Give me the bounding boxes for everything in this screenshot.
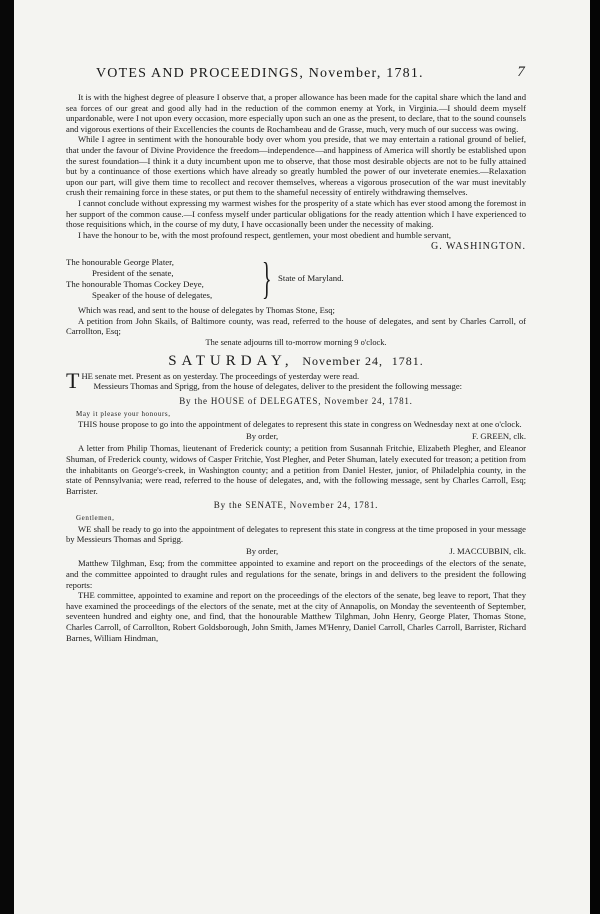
by-order-label: By order, [246, 430, 279, 441]
letter-paragraph: I have the honour to be, with the most profound respect, gentlemen, your most obedient and humble servant, [78, 229, 452, 240]
petition-paragraph: A letter from Philip Thomas, lieutenant of Frederick county; a petition from Susannah Fritchie, Elizabeth Plegher, and Eleanor Shuman, of Frederick county, widows of Casper Fritchie, Yost Plegher, and Peter Shuman, lately executed for treason; a petition from the inhabitants on George's-creek, in Washington county; and a petition from Daniel Hester, junior, of Philadelphia county, in the state of Pennsylvania; were read, referred to the house of delegates, and, with the following message, sent by Charles Carroll, Esq; Barrister. [66, 443, 526, 496]
running-header [96, 66, 526, 82]
document-body [66, 92, 526, 643]
committee-report: THE committee, appointed to examine and report on the proceedings of the electors of the senate, beg leave to report, That they have examined the proceedings of the electors of the senate, met at the city of Annapolis, on Monday the seventeenth of September, seventeen hundred and eighty one, and find, that the honourable Matthew Tilghman, John Henry, George Plater, Thomas Stone, Charles Carroll, of Carrollton, Robert Goldsborough, John Smith, James M'Henry, Daniel Carroll, Charles Carroll, Barrister, Richard Barnes, William Hindman, [66, 590, 526, 643]
letter-paragraph: While I agree in sentiment with the honourable body over whom you preside, that we may entertain a rational ground of belief, that under the favour of Divine Providence the freedom—independence—and happiness of America will shortly be established upon the surest foundation—I think it a duty incumbent upon me to observe, that those most desirable objects are not to be fully attained but by a continuance of those exertions which have already so greatly humbled the power of our inveterate enemies.—Relaxation upon our part, will give them time to recollect and recover themselves, whereas a vigorous prosecution of the war must inevitably crush their remaining force in these states, or put them to the shameful necessity of entirely withdrawing themselves. [66, 134, 526, 198]
signature: G. WASHINGTON. [430, 241, 526, 253]
letter-paragraph: I cannot conclude without expressing my warmest wishes for the prosperity of a state which has ever stood among the foremost in her support of the common cause.—I confess myself under particular obligations for the ready attention which I have experienced to those requisitions which, in the course of my duty, I have occasionally been under the necessity of making. [66, 197, 526, 230]
scan-edge-left [0, 0, 14, 914]
day-heading-day: SATURDAY, [168, 353, 294, 370]
messengers-line: Messieurs Thomas and Sprigg, from the house of delegates, deliver to the president the following message: [93, 381, 463, 392]
brace-glyph: } [262, 253, 272, 303]
day-heading [66, 353, 526, 370]
address-state: State of Maryland. [278, 272, 344, 283]
address-line: President of the senate, [92, 267, 174, 278]
address-block [66, 253, 526, 303]
scan-edge-right [590, 0, 600, 914]
message-salutation: Gentlemen, [76, 514, 115, 522]
by-order-line [66, 546, 526, 557]
adjournment: The senate adjourns till to-morrow morning 9 o'clock. [205, 337, 387, 347]
message-heading: By the SENATE, November 24, 1781. [213, 500, 379, 511]
message-body: WE shall be ready to go into the appointment of delegates to represent this state in congress at the time proposed in your message by Messieurs Thomas and Sprigg. [66, 523, 526, 545]
by-order-line [66, 431, 526, 442]
clerk-signature: F. GREEN, clk. [472, 430, 526, 441]
day-heading-year: 1781. [391, 354, 424, 369]
day-heading-date: November 24, [302, 354, 384, 369]
header-title: VOTES AND PROCEEDINGS, November, 1781. [96, 66, 424, 81]
saturday-opening-text: HE senate met. Present as on yesterday. The proceedings of yesterday were read. [81, 370, 360, 381]
address-line: Speaker of the house of delegates, [92, 289, 213, 300]
message-heading: By the HOUSE of DELEGATES, November 24, 1781. [179, 396, 413, 407]
address-line: The honourable Thomas Cockey Deye, [66, 278, 204, 289]
record-line: A petition from John Skails, of Baltimore county, was read, referred to the house of delegates, and sent by Charles Carroll, of Carrollton, Esq; [66, 315, 526, 337]
message-salutation: May it please your honours, [76, 409, 171, 418]
page-number: 7 [517, 64, 526, 80]
address-line: The honourable George Plater, [66, 256, 174, 267]
drop-cap: T [66, 367, 80, 393]
clerk-signature: J. MACCUBBIN, clk. [449, 545, 526, 556]
by-order-label: By order, [246, 545, 279, 556]
letter-paragraph: It is with the highest degree of pleasure I observe that, a proper allowance has been made for the capital share which the land and sea forces of our great and good ally had in the reduction of the common enemy at York, in Virginia.—I should deem myself unpardonable, were I not upon every occasion, more especially upon such an one as the present, to declare, that to the sound counsels and vigorous exertions of their Excellencies the counts de Rochambeau and de Grasse, much, very much of our success was owing. [66, 92, 526, 134]
report-intro: Matthew Tilghman, Esq; from the committee appointed to examine and report on the proceedings of the electors of the senate, and the committee appointed to draught rules and regulations for the senate, brings in and delivers to the president the following reports: [66, 558, 526, 590]
address-lines [66, 257, 212, 301]
message-body: THIS house propose to go into the appointment of delegates to represent this state in congress on Wednesday next at one o'clock. [78, 419, 522, 430]
record-line: Which was read, and sent to the house of delegates by Thomas Stone, Esq; [78, 304, 335, 315]
